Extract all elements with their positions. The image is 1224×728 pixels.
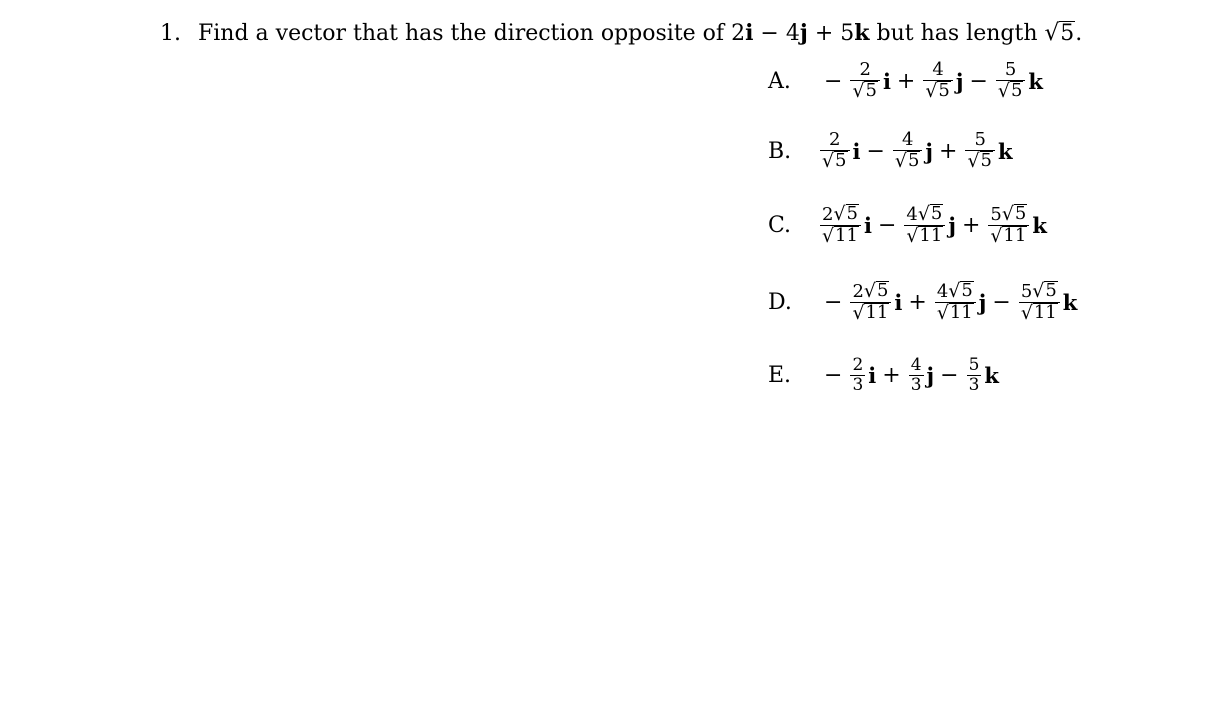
question-prompt: Find a vector that has the direction opposite of [198, 21, 725, 46]
length-radicand: 5 [1060, 21, 1075, 46]
numerator: 4 √ 5 [936, 279, 973, 302]
choice-expression [818, 60, 1043, 103]
fraction [850, 60, 880, 103]
sign: − [940, 363, 959, 388]
unit-i: i [745, 20, 754, 46]
denominator: √ 5 [965, 150, 995, 173]
choice-expression [818, 204, 1047, 248]
numerator: 2 [859, 59, 871, 80]
denominator: 3 [968, 375, 980, 395]
fraction [909, 356, 924, 395]
sign: − [824, 363, 843, 388]
sign: − [877, 213, 897, 239]
denominator: √ 5 [893, 150, 923, 173]
fraction [1019, 281, 1060, 325]
numerator: 4 [932, 59, 944, 80]
sign: + [896, 69, 916, 94]
choice-letter: B. [768, 139, 792, 164]
denominator: 3 [852, 375, 864, 395]
numerator: 5 [974, 129, 986, 150]
unit-vector: k [997, 139, 1013, 164]
numerator: 2 √ 5 [822, 202, 858, 225]
unit-vector: i [868, 363, 877, 388]
unit-vector: j [955, 69, 964, 94]
sign: + [882, 363, 901, 388]
numerator: 5 √ 5 [990, 202, 1027, 225]
choice-expression [818, 130, 1013, 173]
denominator: √ 5 [820, 150, 850, 173]
sign: + [961, 213, 981, 239]
denominator: √ 11 [1019, 302, 1060, 325]
denominator: √ 5 [850, 80, 880, 103]
op-plus: + [814, 21, 834, 46]
numerator: 5 [1004, 59, 1017, 80]
unit-k: k [854, 20, 870, 46]
unit-vector: i [894, 290, 903, 316]
unit-vector: i [852, 139, 861, 164]
unit-vector: j [926, 363, 935, 388]
choice-letter: A. [768, 69, 791, 94]
fraction [965, 130, 995, 173]
length-sqrt: √ 5 [1044, 20, 1075, 46]
unit-vector: j [948, 213, 956, 239]
fraction [935, 281, 976, 325]
fraction [850, 356, 865, 395]
choice-b[interactable] [768, 130, 1013, 173]
numerator: 4 [910, 355, 922, 375]
numerator: 5 [968, 355, 980, 375]
unit-vector: j [978, 290, 987, 316]
numerator: 2 [852, 355, 864, 375]
choice-letter: C. [768, 213, 792, 239]
sign: − [866, 139, 885, 164]
choice-a[interactable] [768, 60, 1043, 103]
unit-vector: i [882, 69, 891, 94]
denominator: √ 5 [923, 80, 953, 103]
unit-vector: k [1028, 69, 1043, 94]
choice-letter: E. [768, 363, 792, 388]
fraction [820, 130, 850, 173]
fraction [850, 281, 891, 325]
coef-j: 4 [785, 21, 800, 46]
unit-vector: i [863, 213, 872, 239]
choice-e[interactable] [768, 356, 999, 395]
fraction [967, 356, 982, 395]
fraction [893, 130, 923, 173]
unit-j: j [799, 20, 808, 46]
choice-expression [818, 356, 999, 395]
denominator: 3 [910, 375, 922, 395]
sign: + [908, 290, 927, 316]
sign: + [939, 139, 958, 164]
sign: − [992, 290, 1011, 316]
sign: − [824, 69, 843, 94]
question-suffix: but has length [876, 21, 1038, 46]
denominator: √ 5 [996, 80, 1026, 103]
sign: − [824, 290, 843, 316]
coef-k: 5 [840, 21, 855, 46]
numerator: 5 √ 5 [1020, 279, 1057, 302]
fraction [923, 60, 953, 103]
unit-vector: k [1032, 213, 1047, 239]
choice-d[interactable] [768, 281, 1077, 325]
period: . [1075, 21, 1083, 46]
question-text [160, 18, 1082, 49]
given-vector [731, 21, 876, 46]
numerator: 4 √ 5 [906, 202, 943, 225]
question-number: 1. [160, 21, 181, 46]
denominator: √ 11 [935, 302, 976, 325]
fraction [996, 60, 1026, 103]
denominator: √ 11 [820, 225, 861, 248]
op-minus: − [760, 21, 779, 46]
coef-i: 2 [731, 21, 746, 46]
unit-vector: k [984, 363, 999, 388]
sign: − [969, 69, 988, 94]
denominator: √ 11 [850, 302, 891, 325]
fraction [904, 204, 945, 248]
choice-c[interactable] [768, 204, 1047, 248]
unit-vector: j [925, 139, 934, 164]
denominator: √ 11 [904, 225, 945, 248]
numerator: 4 [901, 129, 914, 150]
denominator: √ 11 [988, 225, 1029, 248]
choice-letter: D. [768, 290, 792, 316]
numerator: 2 [829, 129, 841, 150]
choice-expression [818, 281, 1077, 325]
fraction [988, 204, 1029, 248]
unit-vector: k [1062, 290, 1078, 316]
fraction [820, 204, 861, 248]
numerator: 2 √ 5 [852, 279, 889, 302]
